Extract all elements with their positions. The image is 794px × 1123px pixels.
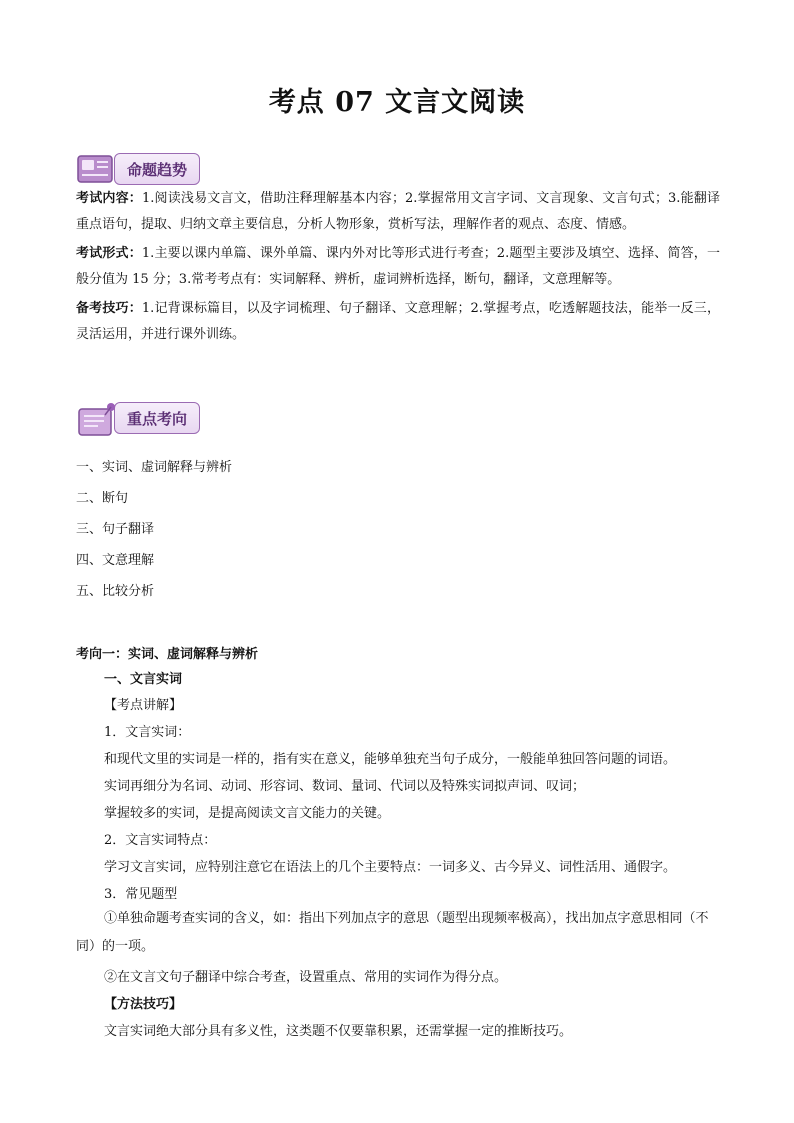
method-text: 文言实词绝大部分具有多义性，这类题不仅要靠积累，还需掌握一定的推断技巧。 [104,1024,573,1039]
method-label: 【方法技巧】 [104,997,183,1012]
point2-title: 2．文言实词特点： [104,833,217,848]
focus-banner-label: 重点考向 [114,402,200,434]
point1-text-b: 实词再细分为名词、动词、形容词、数词、量词、代词以及特殊实词拟声词、叹词； [104,779,586,794]
focus-item-1: 一、实词、虚词解释与辨析 [76,460,233,475]
point3-text-b: ②在文言文句子翻译中综合考查，设置重点、常用的实词作为得分点。 [104,970,508,985]
point1-title: 1．文言实词： [104,725,191,740]
focus-item-4: 四、文意理解 [76,553,155,568]
exam-form [76,241,720,293]
trend-banner [76,152,200,186]
trend-banner-label: 命题趋势 [114,153,200,185]
prep-tips-label: 备考技巧： [76,301,142,316]
explain-label: 【考点讲解】 [104,698,183,713]
exam-content-label: 考试内容： [76,191,142,206]
notes-icon [76,401,118,435]
exam-form-label: 考试形式： [76,246,142,261]
point2-text: 学习文言实词，应特别注意它在语法上的几个主要特点：一词多义、古今异义、词性活用、通假字。 [104,860,677,875]
point1-text-c: 掌握较多的实词，是提高阅读文言文能力的关键。 [104,806,391,821]
prep-tips [76,296,720,348]
exam-content [76,186,720,238]
point1-text-a: 和现代文里的实词是一样的，指有实在意义，能够单独充当句子成分，一般能单独回答问题的词语。 [104,752,677,767]
slides-icon [76,152,118,186]
exam-content-text: 1.阅读浅易文言文，借助注释理解基本内容；2.掌握常用文言字词、文言现象、文言句式；3.能翻译重点语句，提取、归纳文章主要信息，分析人物形象，赏析写法，理解作者的观点、态度、情感。 [76,191,720,232]
exam-form-text: 1.主要以课内单篇、课外单篇、课内外对比等形式进行考查；2.题型主要涉及填空、选择、简答，一般分值为 15 分；3.常考考点有：实词解释、辨析，虚词辨析选择，断句，翻译，文意理解等。 [76,246,720,287]
focus-item-5: 五、比较分析 [76,584,155,599]
point3-title: 3．常见题型 [104,887,178,902]
focus-item-2: 二、断句 [76,491,129,506]
focus-banner [76,401,200,435]
focus-item-3: 三、句子翻译 [76,522,155,537]
page-title: 考点 07 文言文阅读 [268,87,526,118]
point3-text-a: ①单独命题考查实词的含义，如：指出下列加点字的意思（题型出现频率极高），找出加点字意思相同（不同）的一项。 [76,911,709,954]
prep-tips-text: 1.记背课标篇目，以及字词梳理、句子翻译、文意理解；2.掌握考点，吃透解题技法，能举一反三，灵活运用，并进行课外训练。 [76,301,720,342]
section-heading: 考向一：实词、虚词解释与辨析 [76,647,259,662]
section-subheading: 一、文言实词 [104,672,183,687]
